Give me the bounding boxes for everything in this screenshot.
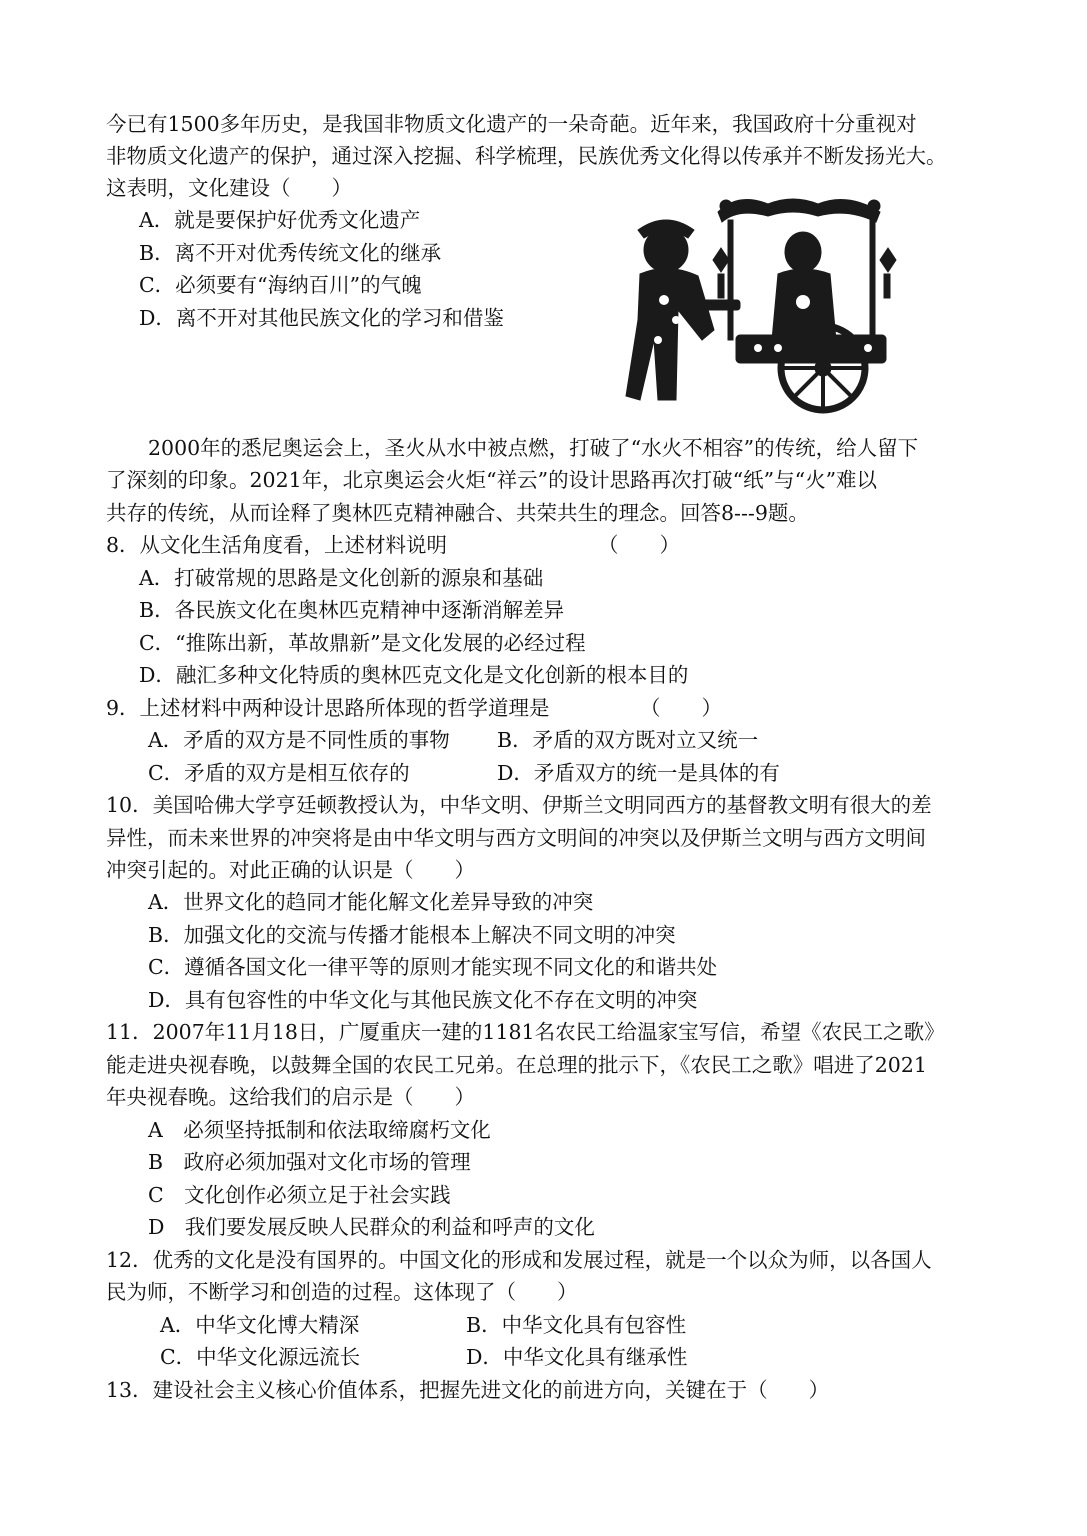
q13-stem: 13．建设社会主义核心价值体系，把握先进文化的前进方向，关键在于（ ） (106, 1378, 830, 1402)
q9-option-b: B．矛盾的双方既对立又统一 (497, 728, 759, 752)
q10-option-d: D．具有包容性的中华文化与其他民族文化不存在文明的冲突 (148, 988, 698, 1012)
q11-option-d: D 我们要发展反映人民群众的利益和呼声的文化 (148, 1215, 595, 1239)
q12-option-c: C．中华文化源远流长 (160, 1345, 361, 1369)
q7-option-b: B．离不开对优秀传统文化的继承 (139, 241, 442, 265)
q12-stem: 12．优秀的文化是没有国界的。中国文化的形成和发展过程，就是一个以众为师，以各国人 (106, 1248, 932, 1272)
q9-option-c: C．矛盾的双方是相互依存的 (148, 761, 410, 785)
q10-stem: 冲突引起的。对此正确的认识是（ ） (106, 858, 475, 882)
q9-stem: 9．上述材料中两种设计思路所体现的哲学道理是 (106, 696, 550, 720)
q7-option-d: D．离不开对其他民族文化的学习和借鉴 (139, 306, 504, 330)
q9-answer-paren: （ ） (640, 696, 722, 720)
q8-option-c: C．“推陈出新，革故鼎新”是文化发展的必经过程 (139, 631, 586, 655)
intro-line: 今已有1500多年历史，是我国非物质文化遗产的一朵奇葩。近年来，我国政府十分重视对 (106, 112, 917, 136)
q10-option-a: A．世界文化的趋同才能化解文化差异导致的冲突 (148, 890, 594, 914)
intro-line: 非物质文化遗产的保护，通过深入挖掘、科学梳理，民族优秀文化得以传承并不断发扬光大。 (106, 144, 947, 168)
q8-option-b: B．各民族文化在奥林匹克精神中逐渐消解差异 (139, 598, 565, 622)
q12-option-b: B．中华文化具有包容性 (466, 1313, 687, 1337)
q10-stem: 异性，而未来世界的冲突将是由中华文明与西方文明间的冲突以及伊斯兰文明与西方文明间 (106, 826, 926, 850)
q10-option-c: C．遵循各国文化一律平等的原则才能实现不同文化的和谐共处 (148, 955, 718, 979)
material-line: 共存的传统，从而诠释了奥林匹克精神融合、共荣共生的理念。回答8---9题。 (106, 501, 809, 525)
q11-stem: 能走进央视春晚，以鼓舞全国的农民工兄弟。在总理的批示下，《农民工之歌》唱进了2021 (106, 1053, 927, 1077)
q11-stem: 11．2007年11月18日，广厦重庆一建的1181名农民工给温家宝写信，希望《农民工之歌》 (106, 1020, 945, 1044)
q12-stem: 民为师，不断学习和创造的过程。这体现了（ ） (106, 1280, 578, 1304)
q11-option-c: C 文化创作必须立足于社会实践 (148, 1183, 451, 1207)
q8-stem: 8．从文化生活角度看，上述材料说明 (106, 533, 448, 557)
q12-option-d: D．中华文化具有继承性 (466, 1345, 688, 1369)
q11-option-b: B 政府必须加强对文化市场的管理 (148, 1150, 471, 1174)
q9-option-d: D．矛盾双方的统一是具体的有 (497, 761, 780, 785)
material-line: 2000年的悉尼奥运会上，圣火从水中被点燃，打破了“水火不相容”的传统，给人留下 (148, 436, 919, 460)
q8-answer-paren: （ ） (598, 533, 680, 557)
q11-option-a: A 必须坚持抵制和依法取缔腐朽文化 (148, 1118, 491, 1142)
intro-line: 这表明，文化建设（ ） (106, 176, 352, 200)
q7-option-a: A．就是要保护好优秀文化遗产 (139, 208, 421, 232)
q10-option-b: B．加强文化的交流与传播才能根本上解决不同文明的冲突 (148, 923, 676, 947)
material-line: 了深刻的印象。2021年，北京奥运会火炬“祥云”的设计思路再次打破“纸”与“火”难以 (106, 468, 878, 492)
q8-option-a: A．打破常规的思路是文化创新的源泉和基础 (139, 566, 544, 590)
paper-cut-sedan-chair-illustration (618, 190, 908, 418)
q10-stem: 10．美国哈佛大学亨廷顿教授认为，中华文明、伊斯兰文明同西方的基督教文明有很大的差 (106, 793, 932, 817)
q8-option-d: D．融汇多种文化特质的奥林匹克文化是文化创新的根本目的 (139, 663, 689, 687)
q7-option-c: C．必须要有“海纳百川”的气魄 (139, 273, 422, 297)
q11-stem: 年央视春晚。这给我们的启示是（ ） (106, 1085, 475, 1109)
q9-option-a: A．矛盾的双方是不同性质的事物 (148, 728, 450, 752)
q12-option-a: A．中华文化博大精深 (160, 1313, 360, 1337)
